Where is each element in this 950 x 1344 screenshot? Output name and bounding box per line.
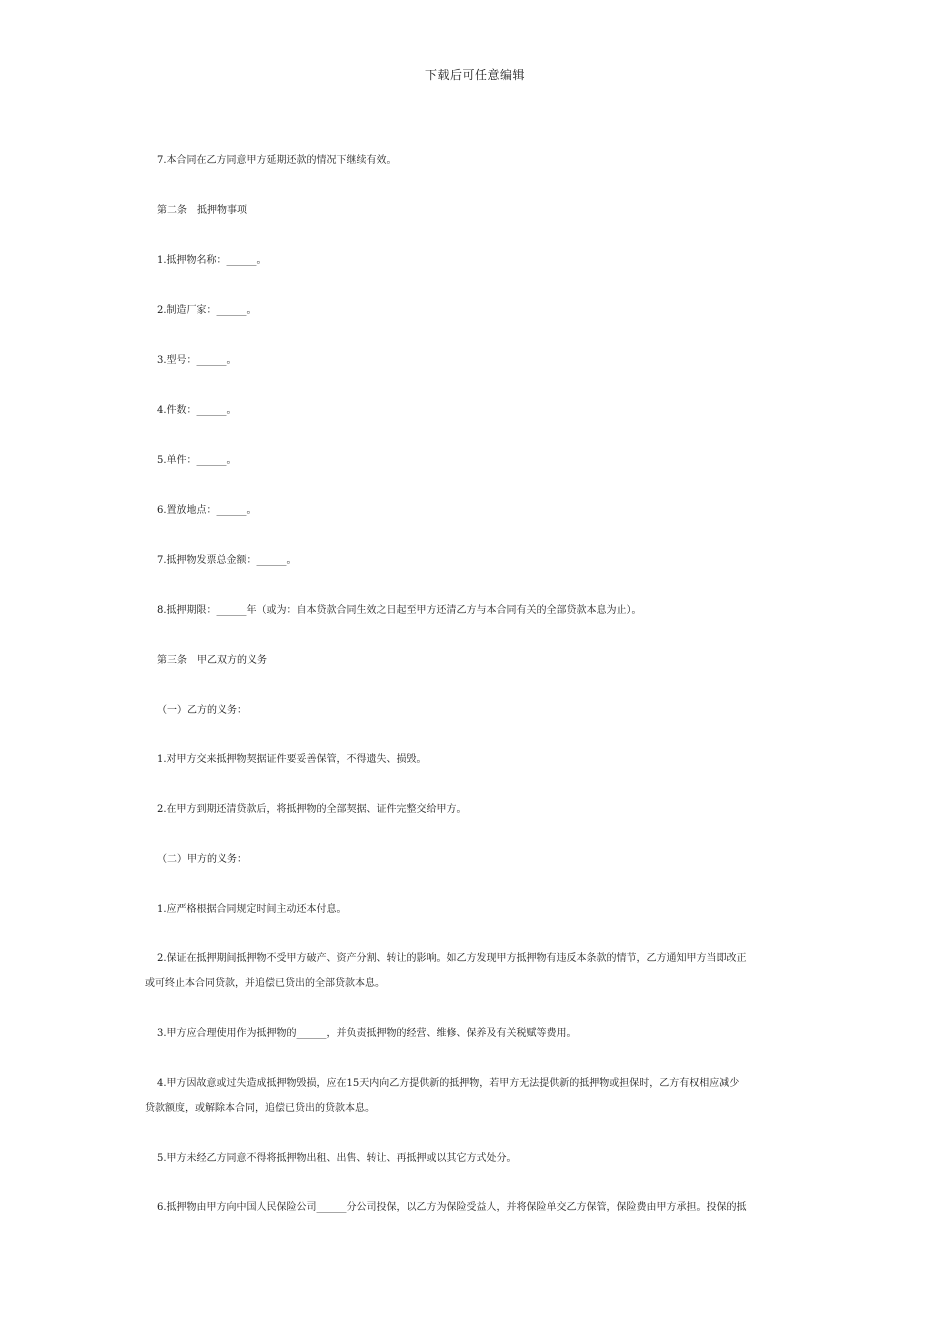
clause-2-item-4: 4.件数：______。 — [157, 405, 237, 416]
section-2-heading: 第二条 抵押物事项 — [157, 205, 247, 216]
clause-3a-item-1: 1.对甲方交来抵押物契据证件要妥善保管，不得遗失、损毁。 — [157, 754, 427, 765]
clause-2-item-6: 6.置放地点：______。 — [157, 505, 257, 516]
clause-3b-item-5: 5.甲方未经乙方同意不得将抵押物出租、出售、转让、再抵押或以其它方式处分。 — [157, 1153, 517, 1164]
clause-3b-item-2-line-1: 2.保证在抵押期间抵押物不受甲方破产、资产分割、转让的影响。如乙方发现甲方抵押物有违反本条款的情节，乙方通知甲方当即改正 — [157, 953, 747, 964]
clause-3a-item-2: 2.在甲方到期还清贷款后，将抵押物的全部契据、证件完整交给甲方。 — [157, 804, 467, 815]
page-header: 下载后可任意编辑 — [424, 68, 525, 82]
clause-2-item-2: 2.制造厂家：______。 — [157, 305, 257, 316]
subsection-1-heading: （一）乙方的义务： — [157, 705, 247, 716]
section-3-heading: 第三条 甲乙双方的义务 — [157, 655, 267, 666]
clause-2-item-8: 8.抵押期限：______年（或为：自本贷款合同生效之日起至甲方还清乙方与本合同有关的全部贷款本息为止）。 — [157, 605, 642, 616]
clause-3b-item-3: 3.甲方应合理使用作为抵押物的______，并负责抵押物的经营、维修、保养及有关税赋等费用。 — [157, 1028, 577, 1039]
clause-3b-item-1: 1.应严格根据合同规定时间主动还本付息。 — [157, 904, 347, 915]
clause-2-item-5: 5.单件：______。 — [157, 455, 237, 466]
clause-3b-item-4-line-2: 贷款额度，或解除本合同，追偿已贷出的贷款本息。 — [145, 1103, 375, 1114]
clause-2-item-7: 7.抵押物发票总金额：______。 — [157, 555, 297, 566]
subsection-2-heading: （二）甲方的义务： — [157, 854, 247, 865]
clause-2-item-1: 1.抵押物名称：______。 — [157, 255, 267, 266]
clause-3b-item-6-line-1: 6.抵押物由甲方向中国人民保险公司______分公司投保，以乙方为保险受益人，并将保险单交乙方保管，保险费由甲方承担。投保的抵 — [157, 1202, 747, 1213]
clause-1-item-7: 7.本合同在乙方同意甲方延期还款的情况下继续有效。 — [157, 155, 397, 166]
clause-2-item-3: 3.型号：______。 — [157, 355, 237, 366]
clause-3b-item-2-line-2: 或可终止本合同贷款，并追偿已贷出的全部贷款本息。 — [145, 978, 385, 989]
clause-3b-item-4-line-1: 4.甲方因故意或过失造成抵押物毁损，应在15天内向乙方提供新的抵押物，若甲方无法提供新的抵押物或担保时，乙方有权相应减少 — [157, 1078, 740, 1089]
